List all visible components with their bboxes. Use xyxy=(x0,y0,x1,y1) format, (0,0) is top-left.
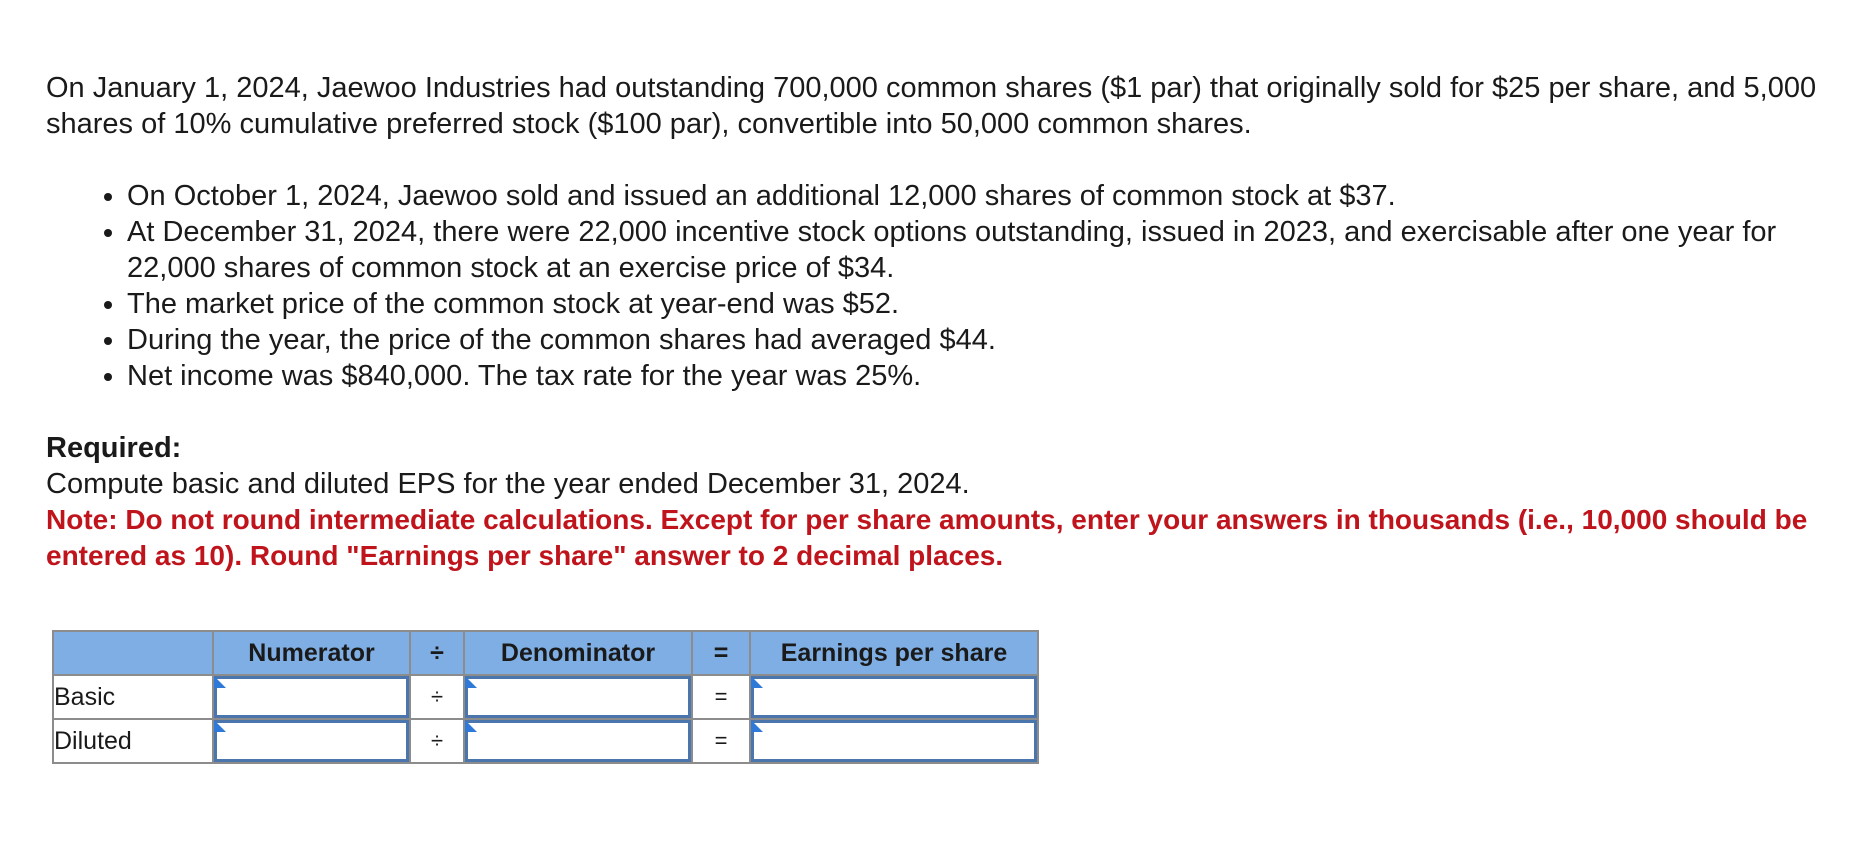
fact-item: • On October 1, 2024, Jaewoo sold and issued an additional 12,000 shares of common stock at $37. xyxy=(127,178,1836,214)
diluted-eps-input[interactable] xyxy=(751,720,1037,762)
header-eps: Earnings per share xyxy=(750,631,1038,675)
header-denominator: Denominator xyxy=(464,631,692,675)
fact-item: • The market price of the common stock at year-end was $52. xyxy=(127,286,1836,322)
diluted-denominator-input[interactable] xyxy=(465,720,691,762)
intro-paragraph: On January 1, 2024, Jaewoo Industries had outstanding 700,000 common shares ($1 par) that originally sold for $25 per share, and 5,000 shares of 10% cumulative preferred stock ($100 par), convertible into 50,000 common shares. xyxy=(46,72,1817,140)
fact-item: • Net income was $840,000. The tax rate for the year was 25%. xyxy=(127,358,1836,394)
problem-content xyxy=(46,70,1836,574)
table-row-basic xyxy=(53,675,1038,719)
diluted-denominator-cell xyxy=(464,719,692,763)
input-marker-icon xyxy=(751,720,763,732)
input-marker-icon xyxy=(214,720,226,732)
basic-eps-cell xyxy=(750,675,1038,719)
basic-denominator-input[interactable] xyxy=(465,676,691,718)
basic-numerator-input[interactable] xyxy=(214,676,409,718)
table-header-row xyxy=(53,631,1038,675)
fact-item: • During the year, the price of the common shares had averaged $44. xyxy=(127,322,1836,358)
header-equals-sign: = xyxy=(692,631,750,675)
input-marker-icon xyxy=(214,676,226,688)
facts-list xyxy=(46,178,1836,394)
header-blank xyxy=(53,631,213,675)
divide-sign: ÷ xyxy=(410,719,464,763)
equals-sign: = xyxy=(692,675,750,719)
input-marker-icon xyxy=(465,676,477,688)
diluted-numerator-input[interactable] xyxy=(214,720,409,762)
diluted-eps-cell xyxy=(750,719,1038,763)
table-row-diluted xyxy=(53,719,1038,763)
basic-numerator-cell xyxy=(213,675,410,719)
equals-sign: = xyxy=(692,719,750,763)
instruction-note: Note: Do not round intermediate calculations. Except for per share amounts, enter your answers in thousands (i.e., 10,000 should be entered as 10). Round "Earnings per share" answer to 2 decimal places. xyxy=(46,504,1808,571)
divide-sign: ÷ xyxy=(410,675,464,719)
basic-denominator-cell xyxy=(464,675,692,719)
diluted-numerator-cell xyxy=(213,719,410,763)
header-numerator: Numerator xyxy=(213,631,410,675)
required-text: Compute basic and diluted EPS for the year ended December 31, 2024. xyxy=(46,468,970,500)
fact-item: • At December 31, 2024, there were 22,000 incentive stock options outstanding, issued in 2023, and exercisable after one year for 22,000 shares of common stock at an exercise price of $34. xyxy=(127,214,1836,286)
header-divide-sign: ÷ xyxy=(410,631,464,675)
input-marker-icon xyxy=(751,676,763,688)
basic-eps-input[interactable] xyxy=(751,676,1037,718)
row-label-basic: Basic xyxy=(53,675,213,719)
required-heading: Required: xyxy=(46,432,182,464)
input-marker-icon xyxy=(465,720,477,732)
eps-table xyxy=(52,630,1039,764)
row-label-diluted: Diluted xyxy=(53,719,213,763)
